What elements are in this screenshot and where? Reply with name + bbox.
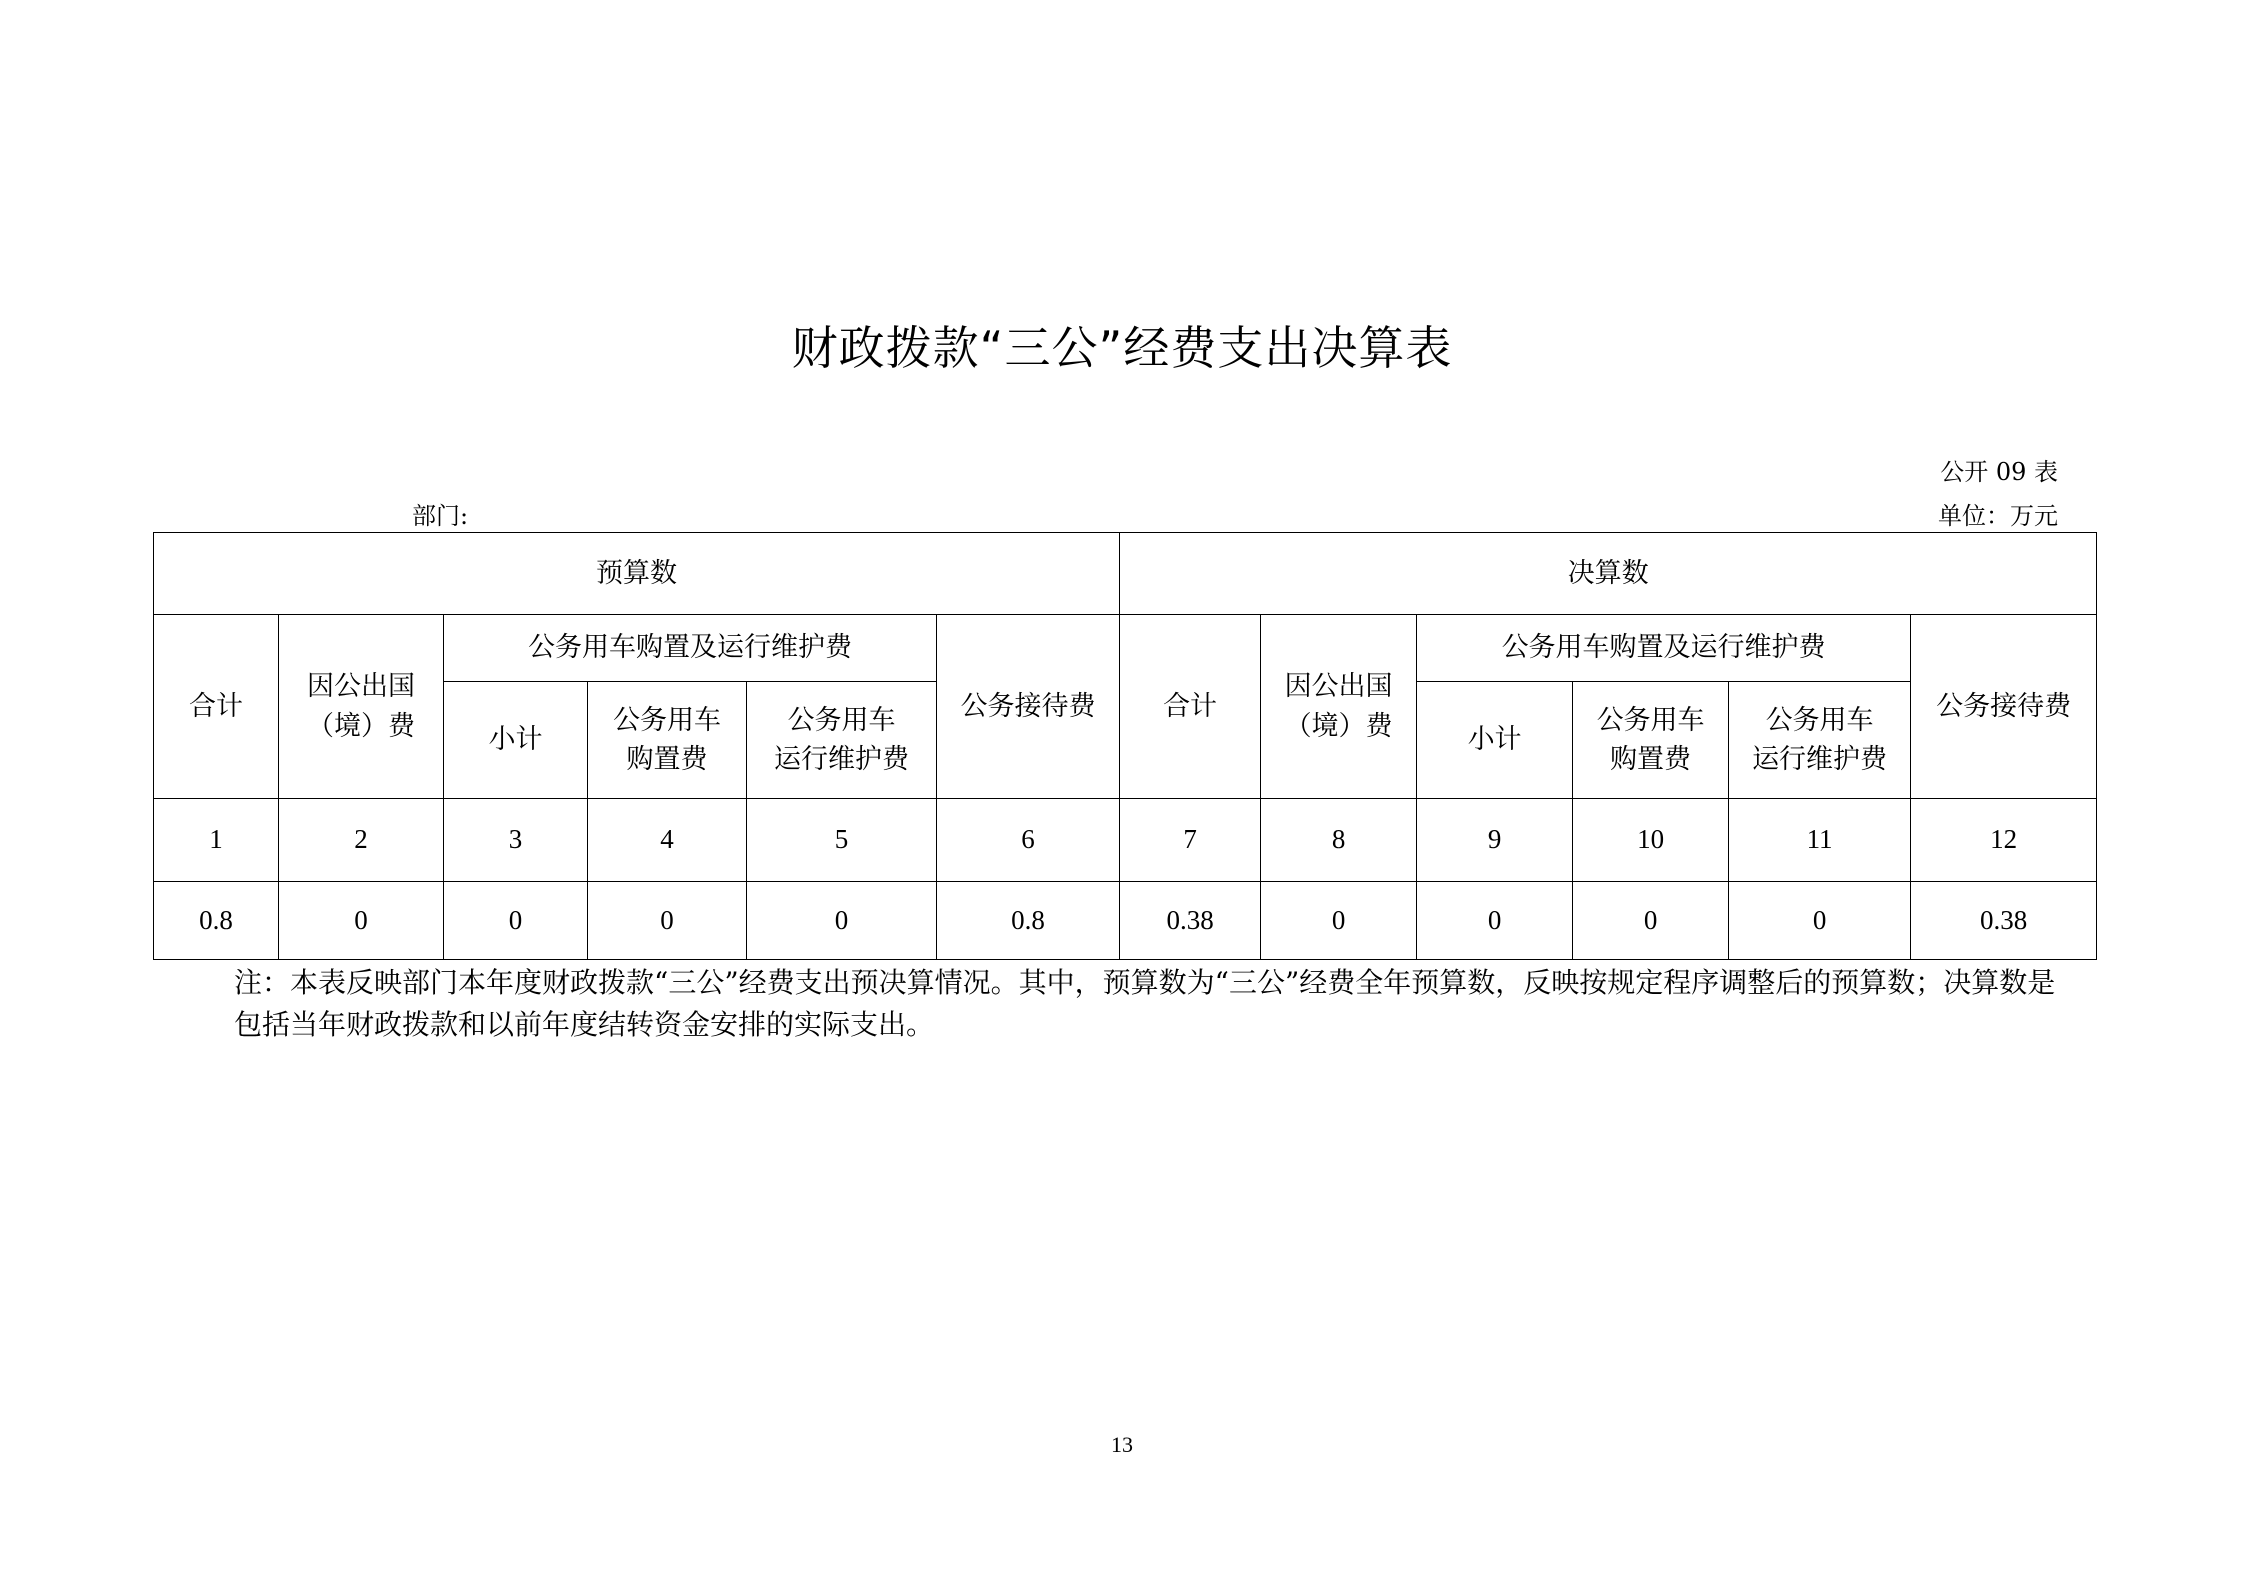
final-vehicle-group-header: 公务用车购置及运行维护费 <box>1417 615 1911 682</box>
budget-vehicle-group-header: 公务用车购置及运行维护费 <box>444 615 937 682</box>
final-vehicle-purchase-value: 0 <box>1573 882 1729 960</box>
group-header-row <box>154 533 2097 615</box>
index-cell: 9 <box>1417 799 1573 882</box>
final-group-header: 决算数 <box>1120 533 2097 615</box>
column-header-row <box>154 615 2097 682</box>
final-abroad-value: 0 <box>1261 882 1417 960</box>
index-cell: 5 <box>747 799 937 882</box>
final-reception-value: 0.38 <box>1911 882 2097 960</box>
index-cell: 1 <box>154 799 279 882</box>
form-number: 公开 09 表 <box>1940 458 2058 486</box>
budget-vehicle-operation-value: 0 <box>747 882 937 960</box>
budget-group-header: 预算数 <box>154 533 1120 615</box>
final-reception-header: 公务接待费 <box>1911 615 2097 799</box>
index-cell: 4 <box>588 799 747 882</box>
budget-vehicle-purchase-header: 公务用车 购置费 <box>588 682 747 799</box>
unit-label: 单位：万元 <box>1938 502 2058 530</box>
final-subtotal-header: 小计 <box>1417 682 1573 799</box>
page-number: 13 <box>1111 1432 1133 1457</box>
budget-total-header: 合计 <box>154 615 279 799</box>
index-cell: 6 <box>937 799 1120 882</box>
budget-vehicle-subtotal-value: 0 <box>444 882 588 960</box>
budget-vehicle-operation-header: 公务用车 运行维护费 <box>747 682 937 799</box>
index-cell: 3 <box>444 799 588 882</box>
value-row <box>154 882 2097 960</box>
budget-reception-header: 公务接待费 <box>937 615 1120 799</box>
index-cell: 8 <box>1261 799 1417 882</box>
final-vehicle-operation-header: 公务用车 运行维护费 <box>1729 682 1911 799</box>
budget-vehicle-purchase-value: 0 <box>588 882 747 960</box>
expense-table <box>153 532 2097 960</box>
index-cell: 11 <box>1729 799 1911 882</box>
page-title: 财政拨款“三公”经费支出决算表 <box>791 321 1453 375</box>
department-label: 部门: <box>412 502 469 530</box>
index-cell: 12 <box>1911 799 2097 882</box>
final-abroad-header: 因公出国 （境）费 <box>1261 615 1417 799</box>
index-cell: 7 <box>1120 799 1261 882</box>
budget-abroad-value: 0 <box>279 882 444 960</box>
index-row <box>154 799 2097 882</box>
final-total-value: 0.38 <box>1120 882 1261 960</box>
budget-total-value: 0.8 <box>154 882 279 960</box>
budget-abroad-header: 因公出国 （境）费 <box>279 615 444 799</box>
final-vehicle-subtotal-value: 0 <box>1417 882 1573 960</box>
final-total-header: 合计 <box>1120 615 1261 799</box>
final-vehicle-operation-value: 0 <box>1729 882 1911 960</box>
table-note: 注：本表反映部门本年度财政拨款“三公”经费支出预决算情况。其中，预算数为“三公”经费全年预算数，反映按规定程序调整后的预算数；决算数是包括当年财政拨款和以前年度结转资金安排的实际支出。 <box>234 966 2056 1041</box>
budget-subtotal-header: 小计 <box>444 682 588 799</box>
index-cell: 10 <box>1573 799 1729 882</box>
index-cell: 2 <box>279 799 444 882</box>
final-vehicle-purchase-header: 公务用车 购置费 <box>1573 682 1729 799</box>
budget-reception-value: 0.8 <box>937 882 1120 960</box>
